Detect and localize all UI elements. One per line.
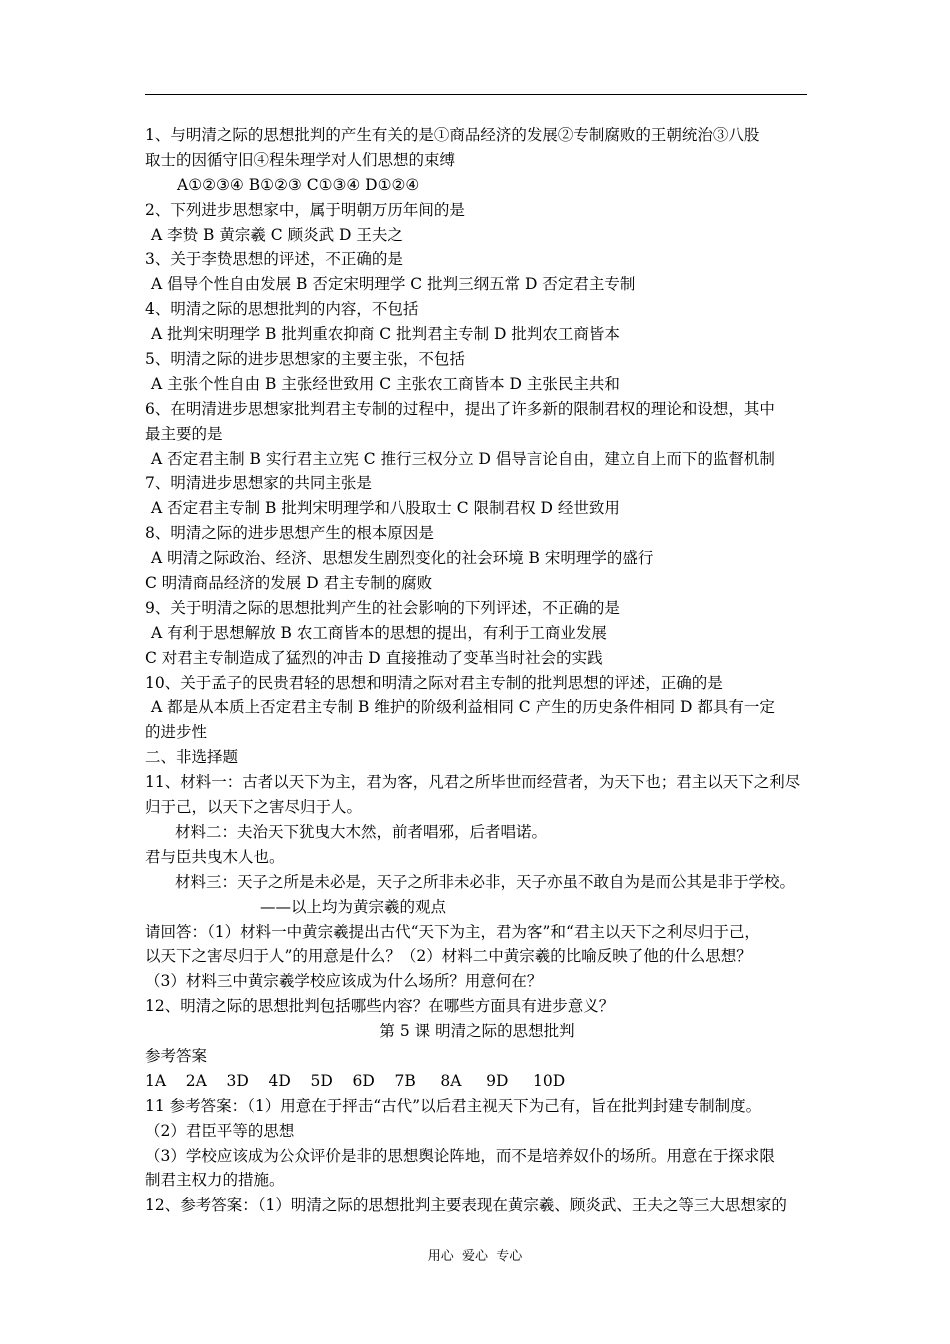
question-11-material-2: 材料二：夫治天下犹曳大木然，前者唱邪，后者唱诺。 (175, 822, 548, 841)
header-rule (145, 94, 807, 95)
page-footer: 用心 爱心 专心 (427, 1249, 523, 1264)
question-3-stem: 3、关于李贽思想的评述，不正确的是 (145, 250, 403, 269)
question-7-stem: 7、明清进步思想家的共同主张是 (145, 474, 372, 493)
question-8-options-cont: C 明清商品经济的发展 D 君主专制的腐败 (145, 574, 433, 593)
question-6-options: A 否定君主制 B 实行君主立宪 C 推行三权分立 D 倡导言论自由，建立自上而下的监督机制 (151, 449, 775, 468)
question-12-stem: 12、明清之际的思想批判包括哪些内容？在哪些方面具有进步意义？ (145, 997, 615, 1016)
question-3-options: A 倡导个性自由发展 B 否定宋明理学 C 批判三纲五常 D 否定君主专制 (151, 275, 636, 294)
question-9-options-cont: C 对君主专制造成了猛烈的冲击 D 直接推动了变革当时社会的实践 (145, 648, 603, 667)
question-11-material-1: 11、材料一：古者以天下为主，君为客，凡君之所毕世而经营者，为天下也；君主以天下之利尽 (145, 773, 801, 792)
question-11-prompt: 请回答：（1）材料一中黄宗羲提出古代“天下为主，君为客”和“君主以天下之利尽归于己， (145, 922, 760, 941)
document-body (145, 123, 809, 1218)
question-9-options: A 有利于思想解放 B 农工商皆本的思想的提出，有利于工商业发展 (151, 623, 607, 642)
section-heading-non-choice: 二、非选择题 (145, 748, 239, 767)
question-11-material-3: 材料三：天子之所是未必是，天子之所非未必非，天子亦虽不敢自为是而公其是非于学校。 (175, 872, 796, 891)
question-11-prompt-cont-2: （3）材料三中黄宗羲学校应该成为什么场所？用意何在？ (145, 972, 543, 991)
answer-11-part-3-cont: 制君主权力的措施。 (145, 1171, 285, 1190)
question-2-options: A 李贽 B 黄宗羲 C 顾炎武 D 王夫之 (151, 225, 403, 244)
lesson-title: 第 5 课 明清之际的思想批判 (379, 1022, 575, 1041)
question-5-stem: 5、明清之际的进步思想家的主要主张，不包括 (145, 350, 465, 369)
answer-12: 12、参考答案：（1）明清之际的思想批判主要表现在黄宗羲、顾炎武、王夫之等三大思想家的 (145, 1196, 787, 1215)
question-6-stem-cont: 最主要的是 (145, 424, 223, 443)
question-11-material-1-cont: 归于己，以天下之害尽归于人。 (145, 798, 363, 817)
question-4-options: A 批判宋明理学 B 批判重农抑商 C 批判君主专制 D 批判农工商皆本 (151, 325, 620, 344)
question-4-stem: 4、明清之际的思想批判的内容，不包括 (145, 300, 419, 319)
answers-heading: 参考答案 (145, 1046, 208, 1065)
answer-11-part-3: （3）学校应该成为公众评价是非的思想舆论阵地，而不是培养奴仆的场所。用意在于探求限 (145, 1146, 775, 1165)
question-5-options: A 主张个性自由 B 主张经世致用 C 主张农工商皆本 D 主张民主共和 (151, 374, 620, 393)
question-10-options-cont: 的进步性 (145, 723, 208, 742)
question-2-stem: 2、下列进步思想家中，属于明朝万历年间的是 (145, 200, 465, 219)
question-10-stem: 10、关于孟子的民贵君轻的思想和明清之际对君主专制的批判思想的评述，正确的是 (145, 673, 723, 692)
question-11-material-2-cont: 君与臣共曳木人也。 (145, 847, 285, 866)
answer-11-part-1: 11 参考答案：（1）用意在于抨击“古代”以后君主视天下为己有，旨在批判封建专制制度。 (145, 1096, 762, 1115)
question-1-stem-cont: 取士的因循守旧④程朱理学对人们思想的束缚 (145, 150, 456, 169)
question-1-stem: 1、与明清之际的思想批判的产生有关的是①商品经济的发展②专制腐败的王朝统治③八股 (145, 126, 760, 144)
question-7-options: A 否定君主专制 B 批判宋明理学和八股取士 C 限制君权 D 经世致用 (151, 499, 620, 518)
question-8-options: A 明清之际政治、经济、思想发生剧烈变化的社会环境 B 宋明理学的盛行 (151, 549, 654, 568)
question-9-stem: 9、关于明清之际的思想批判产生的社会影响的下列评述，不正确的是 (145, 598, 620, 617)
question-10-options: A 都是从本质上否定君主专制 B 维护的阶级利益相同 C 产生的历史条件相同 D 都具有一定 (151, 698, 775, 717)
question-1-options: A①②③④ B①②③ C①③④ D①②④ (177, 175, 420, 194)
question-8-stem: 8、明清之际的进步思想产生的根本原因是 (145, 524, 434, 543)
question-11-attribution: ——以上均为黄宗羲的观点 (260, 897, 447, 916)
question-11-prompt-cont: 以天下之害尽归于人”的用意是什么？（2）材料二中黄宗羲的比喻反映了他的什么思想？ (145, 947, 752, 966)
question-6-stem: 6、在明清进步思想家批判君主专制的过程中，提出了许多新的限制君权的理论和设想，其中 (145, 399, 775, 418)
answer-key-choices: 1A 2A 3D 4D 5D 6D 7B 8A 9D 10D (145, 1071, 566, 1090)
answer-11-part-2: （2）君臣平等的思想 (145, 1121, 295, 1140)
